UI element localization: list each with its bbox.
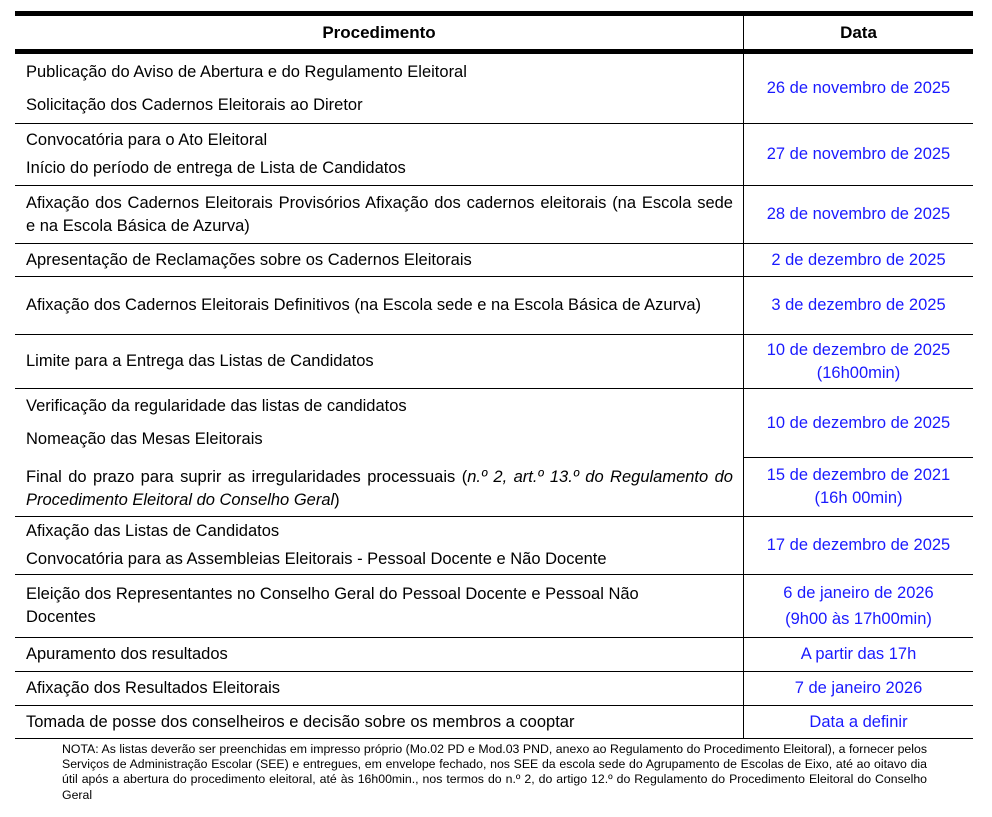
procedure-line: Afixação dos Cadernos Eleitorais Definitivos (na Escola sede e na Escola Básica de Azurva) (26, 296, 702, 314)
procedure-line: Afixação dos Cadernos Eleitorais Provisórios Afixação dos cadernos eleitorais (na Escola sede e na Escola Básica de Azurva) (26, 193, 733, 235)
table-row-procedure (15, 124, 743, 185)
procedure-line: Afixação das Listas de Candidatos (26, 522, 280, 540)
table-row-date (744, 517, 973, 574)
procedure-line: Convocatória para o Ato Eleitoral (26, 131, 268, 149)
table-row-procedure (15, 335, 743, 388)
procedure-line: Apresentação de Reclamações sobre os Cadernos Eleitorais (26, 250, 472, 269)
procedure-line: Afixação dos Resultados Eleitorais (26, 679, 281, 697)
procedure-reference: n.º 2, art.º 13.º do Regulamento do Procedimento Eleitoral do Conselho Geral (26, 467, 733, 509)
date-line: (16h 00min) (814, 489, 903, 507)
table-row-date (744, 458, 973, 516)
table-row-procedure (15, 706, 743, 738)
procedure-line: Publicação do Aviso de Abertura e do Regulamento Eleitoral (26, 62, 467, 81)
table-row-date (744, 706, 973, 738)
table-row-procedure (15, 244, 743, 276)
date-line: 3 de dezembro de 2025 (771, 296, 946, 314)
procedure-line: Solicitação dos Cadernos Eleitorais ao Diretor (26, 95, 363, 114)
table-row-date (744, 186, 973, 243)
procedure-line: Limite para a Entrega das Listas de Candidatos (26, 352, 374, 370)
procedure-line: Convocatória para as Assembleias Eleitorais - Pessoal Docente e Não Docente (26, 550, 607, 568)
table-row-date (744, 54, 973, 123)
date-line: 2 de dezembro de 2025 (771, 250, 946, 269)
date-line: 10 de dezembro de 2025 (766, 340, 951, 359)
date-line: 7 de janeiro 2026 (794, 679, 923, 697)
date-line: Data a definir (809, 712, 908, 731)
table-row-date (744, 672, 973, 705)
date-line: (16h00min) (816, 363, 901, 382)
table-row-procedure (15, 461, 743, 516)
date-line: 15 de dezembro de 2021 (766, 466, 951, 484)
procedure-line: Início do período de entrega de Lista de Candidatos (26, 159, 406, 177)
table-row-procedure (15, 389, 743, 459)
procedure-text: ) (334, 490, 340, 509)
header-procedure: Procedimento (322, 22, 436, 42)
table-row-procedure (15, 277, 743, 334)
procedure-line: Tomada de posse dos conselheiros e decisão sobre os membros a cooptar (26, 712, 575, 731)
table-row-date (744, 124, 973, 185)
date-line: (9h00 às 17h00min) (785, 609, 932, 628)
table-row-procedure (15, 186, 743, 243)
table-row-procedure (15, 575, 743, 637)
date-line: A partir das 17h (800, 645, 917, 663)
procedure-line: Verificação da regularidade das listas de candidatos (26, 397, 407, 415)
procedure-line: Eleição dos Representantes no Conselho Geral do Pessoal Docente e Pessoal Não Docentes (26, 585, 639, 626)
header-date: Data (840, 22, 877, 42)
footnote: NOTA: As listas deverão ser preenchidas em impresso próprio (Mo.02 PD e Mod.03 PND, anexo ao Regulamento do Procedimento Eleitoral), a fornecer pelos Serviços de Administração Escolar (SEE) e entregues, em envelope fechado, nos SEE da escola sede do Agrupamento de Escolas de Eixo, até ao oitavo dia útil após a abertura do procedimento eleitoral, até às 16h00min., nos termos do n.º 2, do artigo 12.º do Regulamento do Procedimento Eleitoral do Conselho Geral (62, 742, 927, 802)
date-line: 27 de novembro de 2025 (766, 145, 951, 163)
date-line: 26 de novembro de 2025 (766, 79, 951, 97)
table-row-date (744, 575, 973, 637)
table-row-procedure (15, 517, 743, 574)
procedure-line: Nomeação das Mesas Eleitorais (26, 430, 263, 448)
table-bottom-border (15, 738, 973, 739)
date-line: 6 de janeiro de 2026 (783, 583, 934, 602)
procedure-line: Apuramento dos resultados (26, 645, 228, 663)
table-row-date (744, 244, 973, 276)
date-line: 17 de dezembro de 2025 (766, 536, 951, 554)
date-line: 28 de novembro de 2025 (766, 205, 951, 223)
procedure-text: Final do prazo para suprir as irregularidades processuais ( (26, 467, 468, 486)
table-row-date (744, 335, 973, 388)
table-row-date (744, 277, 973, 334)
date-line: 10 de dezembro de 2025 (766, 413, 951, 432)
table-row-procedure (15, 54, 743, 123)
table-row-date (744, 389, 973, 457)
table-row-date (744, 638, 973, 671)
table-row-procedure (15, 638, 743, 671)
table-row-procedure (15, 672, 743, 705)
